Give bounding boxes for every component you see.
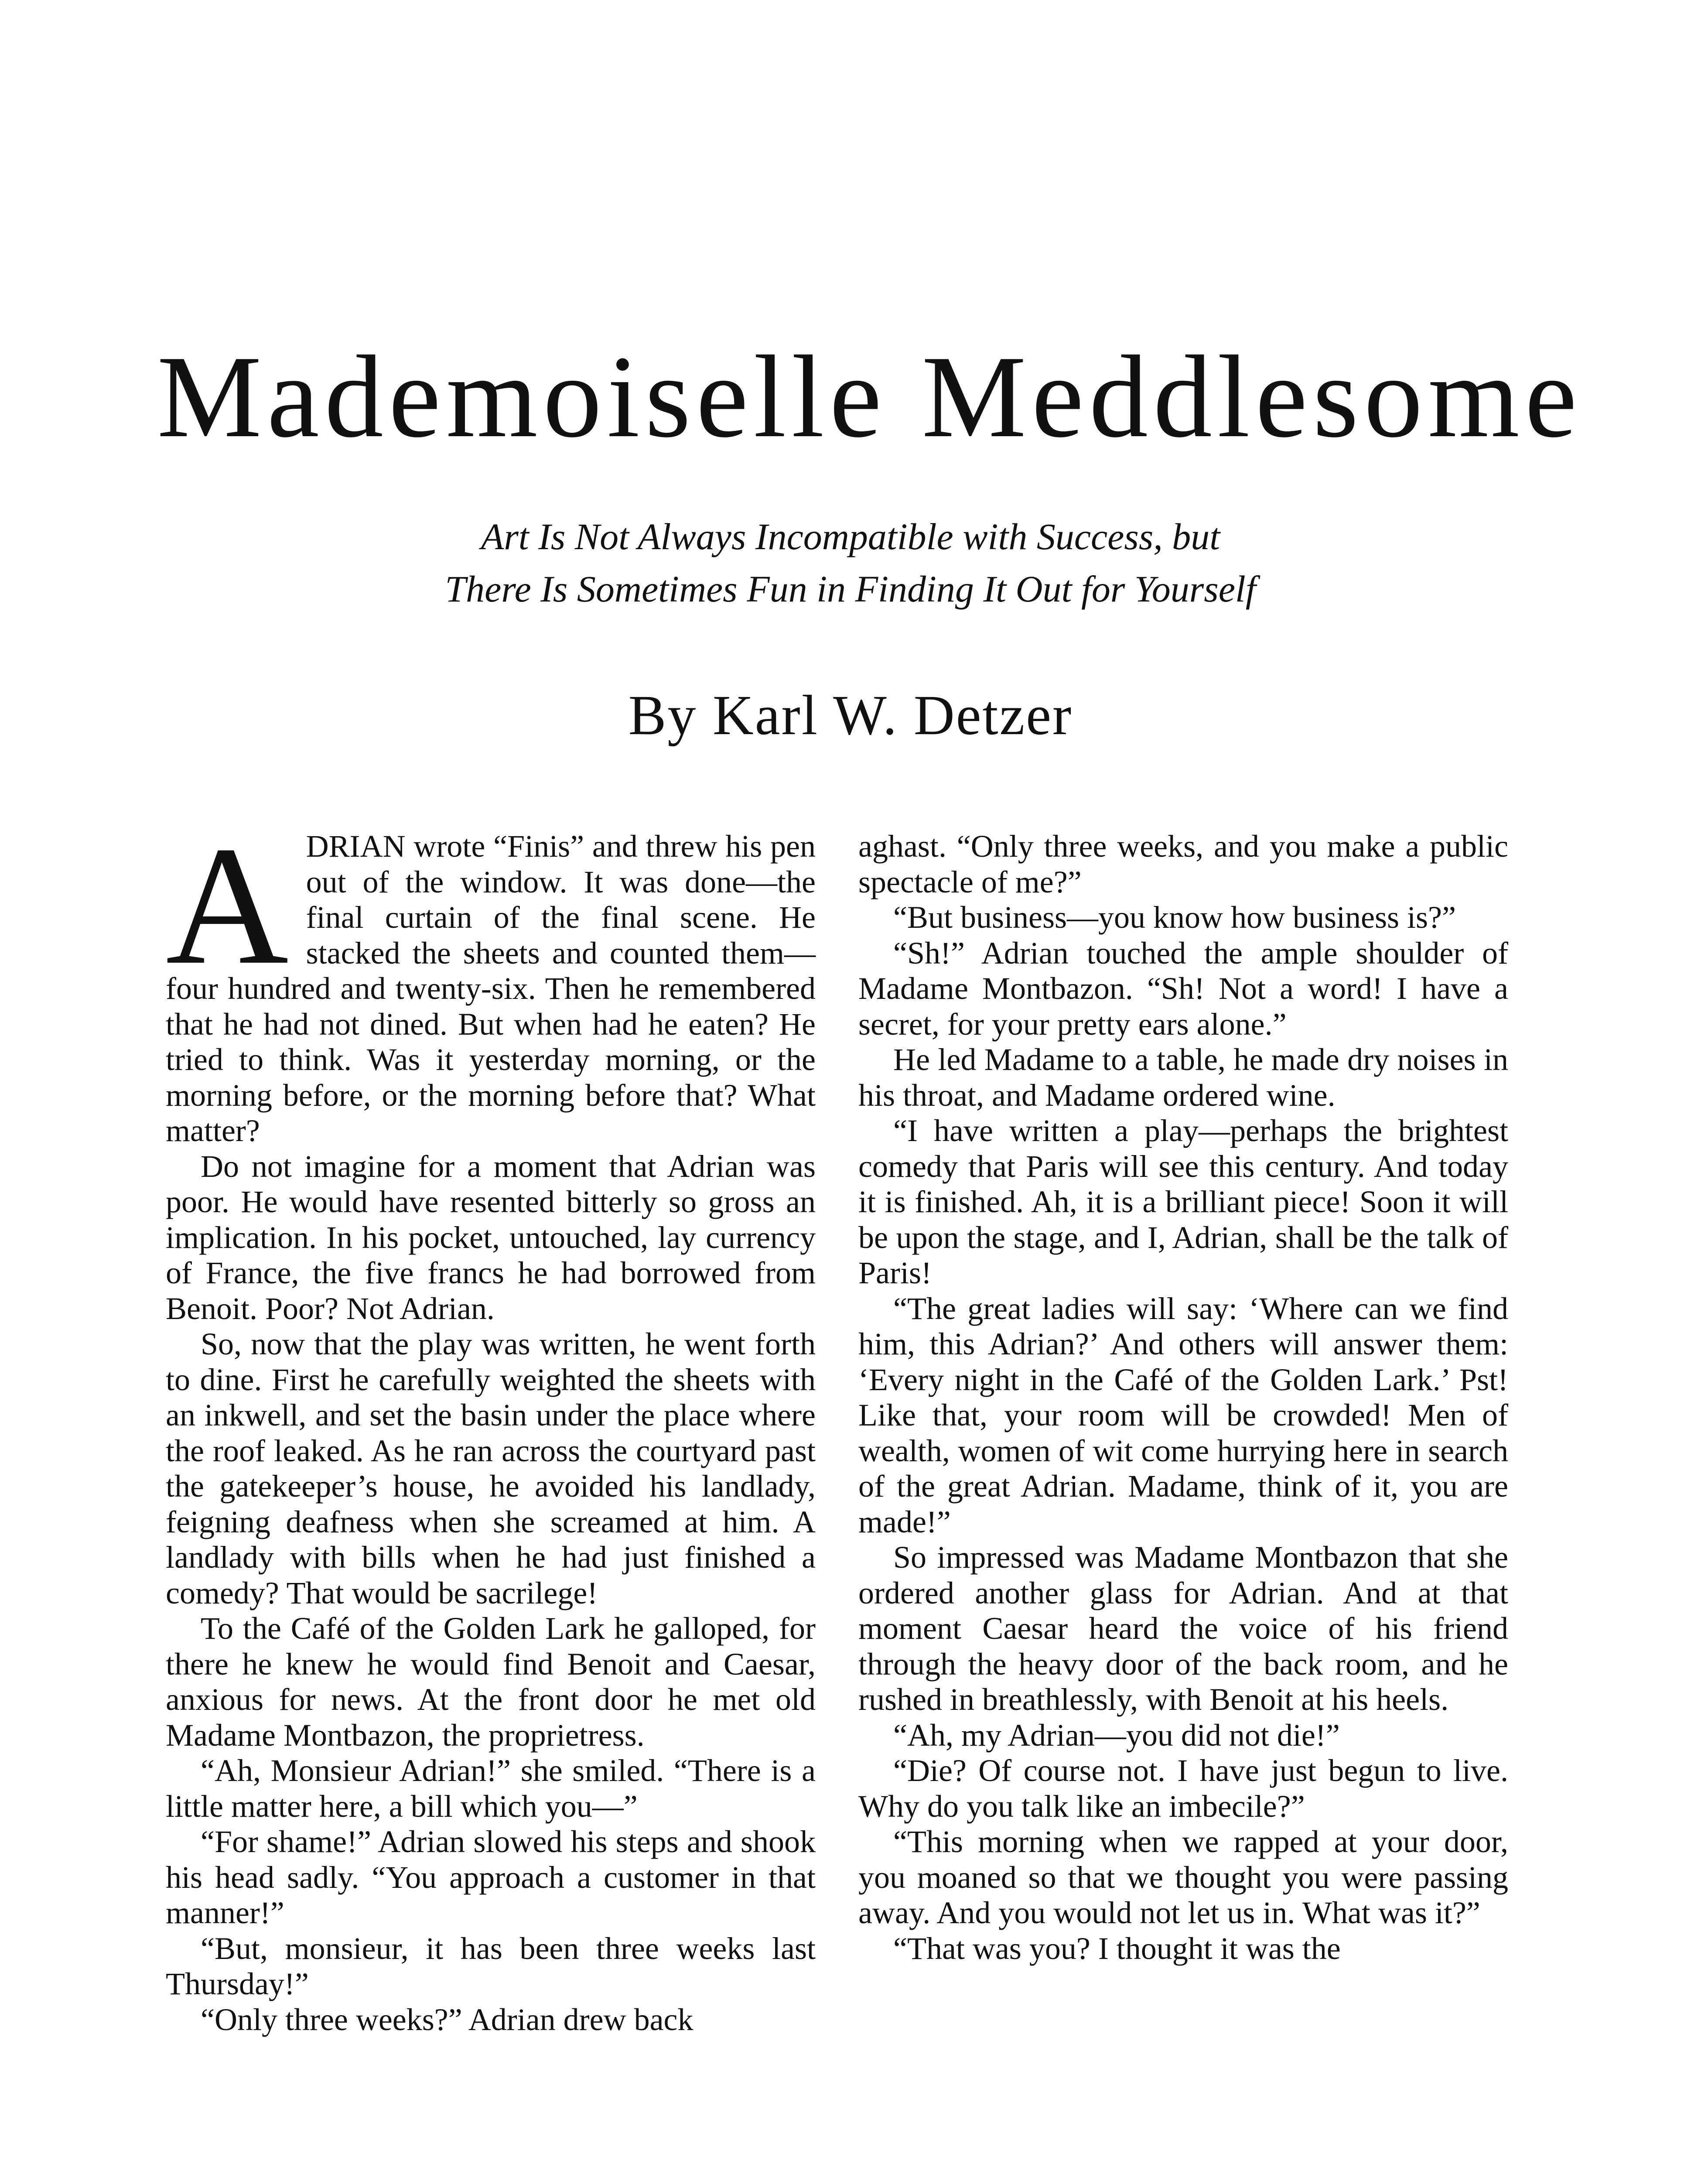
subtitle-line-1: Art Is Not Always Incompatible with Success, but <box>481 516 1220 557</box>
paragraph: “But business—you know how business is?” <box>893 900 1456 935</box>
text-column-left <box>166 811 816 2037</box>
article-title: Mademoiselle Meddlesome <box>157 332 1582 462</box>
paragraph: aghast. “Only three weeks, and you make a public spectacle of me?” <box>858 829 1508 899</box>
paragraph: “For shame!” Adrian slowed his steps and shook his head sadly. “You approach a customer in that manner!” <box>166 1824 816 1930</box>
drop-cap: A <box>166 811 289 1000</box>
author-byline: By Karl W. Detzer <box>628 684 1073 747</box>
paragraph <box>166 811 816 1149</box>
paragraph: “Ah, my Adrian—you did not die!” <box>893 1717 1340 1753</box>
paragraph: “That was you? I thought it was the <box>893 1931 1341 1966</box>
subtitle-line-2: There Is Sometimes Fun in Finding It Out for Yourself <box>445 568 1256 610</box>
paragraph: “I have written a play—perhaps the brightest comedy that Paris will see this century. And today it is finished. Ah, it is a brilliant piece! Soon it will be upon the stage, and I, Adrian, shall be the talk of Paris! <box>858 1113 1508 1290</box>
paragraph: “Die? Of course not. I have just begun to live. Why do you talk like an imbecile?” <box>858 1753 1508 1824</box>
paragraph: “But, monsieur, it has been three weeks last Thursday!” <box>166 1931 816 2001</box>
article-subtitle <box>218 510 1483 615</box>
paragraph: “Sh!” Adrian touched the ample shoulder of Madame Montbazon. “Sh! Not a word! I have a secret, for your pretty ears alone.” <box>858 935 1508 1042</box>
paragraph: To the Café of the Golden Lark he galloped, for there he knew he would find Benoit and Caesar, anxious for news. At the front door he met old Madame Montbazon, the proprietress. <box>166 1611 816 1753</box>
paragraph: He led Madame to a table, he made dry noises in his throat, and Madame ordered wine. <box>858 1042 1508 1113</box>
paragraph: “This morning when we rapped at your door, you moaned so that we thought you were passing away. And you would not let us in. What was it?” <box>858 1824 1508 1930</box>
paragraph: “Ah, Monsieur Adrian!” she smiled. “There is a little matter here, a bill which you—” <box>166 1753 816 1824</box>
paragraph: So impressed was Madame Montbazon that she ordered another glass for Adrian. And at that moment Caesar heard the voice of his friend through the heavy door of the back room, and he rushed in breathlessly, with Benoit at his heels. <box>858 1540 1508 1717</box>
paragraph: “The great ladies will say: ‘Where can we find him, this Adrian?’ And others will answer them: ‘Every night in the Café of the Golden Lark.’ Pst! Like that, your room will be crowded! Men of wealth, women of wit come hurrying here in search of the great Adrian. Madame, think of it, you are made!” <box>858 1291 1508 1539</box>
paragraph-text: DRIAN wrote “Finis” and threw his pen out of the window. It was done—the final curtain of the final scene. He stacked the sheets and counted them—four hundred and twenty-six. Then he remembered that he had not dined. But when had he eaten? He tried to think. Was it yesterday morning, or the morning before, or the morning before that? What matter? <box>166 829 816 1148</box>
text-column-right <box>858 829 1508 1966</box>
paragraph: Do not imagine for a moment that Adrian was poor. He would have resented bitterly so gross an implication. In his pocket, untouched, lay currency of France, the five francs he had borrowed from Benoit. Poor? Not Adrian. <box>166 1149 816 1326</box>
paragraph: “Only three weeks?” Adrian drew back <box>201 2002 693 2037</box>
paragraph: So, now that the play was written, he went forth to dine. First he carefully weighted the sheets with an inkwell, and set the basin under the place where the roof leaked. As he ran across the courtyard past the gatekeeper’s house, he avoided his landlady, feigning deafness when she screamed at him. A landlady with bills when he had just finished a comedy? That would be sacrilege! <box>166 1326 816 1610</box>
